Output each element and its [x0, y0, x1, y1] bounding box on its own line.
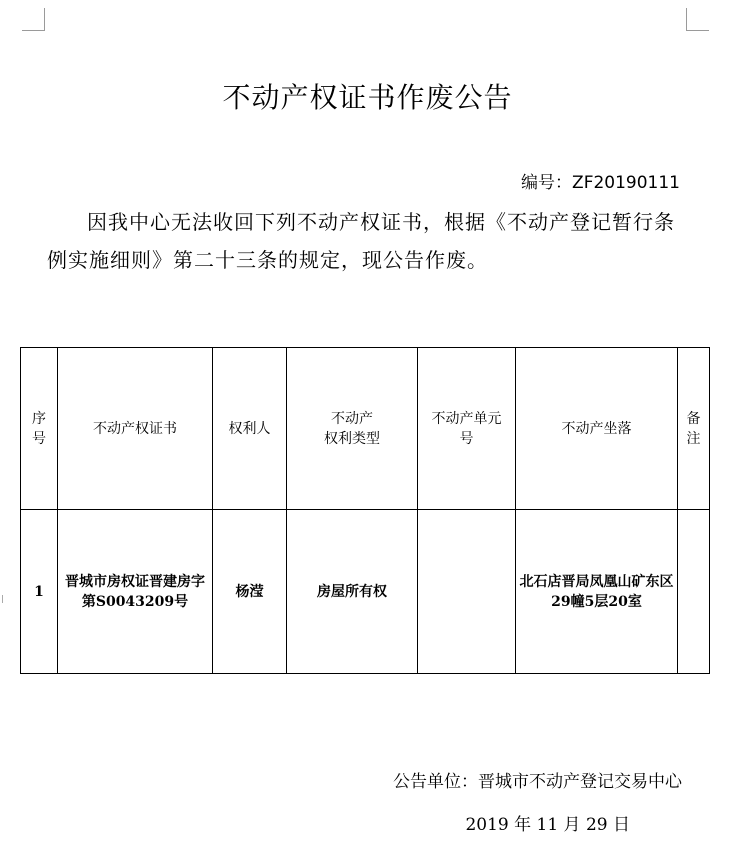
- header-right-type: 不动产 权利类型: [287, 348, 418, 510]
- header-location: 不动产坐落: [516, 348, 678, 510]
- document-title: 不动产权证书作废公告: [222, 81, 513, 114]
- document-number: 编号：ZF20190111: [521, 173, 680, 193]
- margin-marker: [2, 595, 7, 603]
- cell-unit-number: [418, 510, 516, 674]
- table-header-row: [21, 348, 710, 510]
- issue-date: 2019 年 11 月 29 日: [465, 815, 630, 835]
- header-certificate: 不动产权证书: [58, 348, 213, 510]
- cell-holder: 杨滢: [213, 510, 287, 674]
- header-unit-number: 不动产单元 号: [418, 348, 516, 510]
- header-note: 备 注: [678, 348, 710, 510]
- cell-location: 北石店晋局凤凰山矿东区29幢5层20室: [516, 510, 678, 674]
- table-row: [21, 510, 710, 674]
- page-corner-mark-top-right: [686, 8, 709, 31]
- cell-note: [678, 510, 710, 674]
- issuing-unit: 公告单位：晋城市不动产登记交易中心: [393, 772, 682, 792]
- certificate-table: [20, 347, 710, 674]
- page-corner-mark-top-left: [22, 8, 45, 31]
- header-holder: 权利人: [213, 348, 287, 510]
- announcement-text: 因我中心无法收回下列不动产权证书，根据《不动产登记暂行条例实施细则》第二十三条的规定，现公告作废。: [47, 210, 675, 272]
- cell-right-type: 房屋所有权: [287, 510, 418, 674]
- cell-seq: 1: [21, 510, 58, 674]
- header-seq: 序 号: [21, 348, 58, 510]
- cell-certificate: 晋城市房权证晋建房字第S0043209号: [58, 510, 213, 674]
